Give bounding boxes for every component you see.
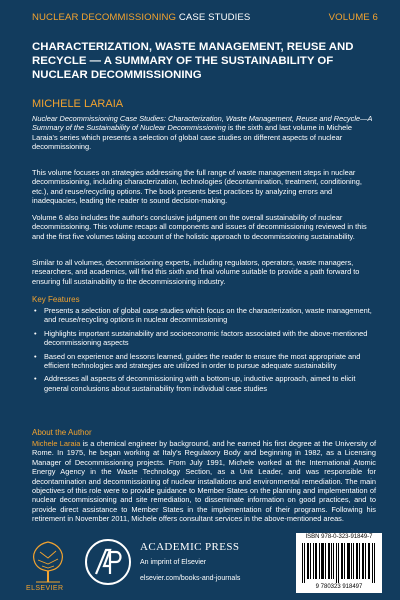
description-paragraph-3: Volume 6 also includes the author's conclusive judgment on the overall sustainability of nuclear decommissioning. This volume recaps all components and issues of decommissioning reviewed in this and the first five volumes taking account of the holistic approach to decommissioning sustainability. xyxy=(32,213,367,241)
isbn-barcode-box xyxy=(296,533,382,593)
about-author-bio: is a chemical engineer by background, and he earned his first degree at the University of Rome. In 1975, he began working at Italy's Regulatory Body and beginning in 1982, as a Licensing Manager of Decommissioning projects. From July 1991, Michele worked at the International Atomic Energy Agency in the Waste Technology Section, as a Unit Leader, and was responsible for decontamination and decommissioning of nuclear installations and environmental remediation. The main objectives of this role were to provide guidance to Member States on the planning and implementation of nuclear decommissioning and site remediation, to disseminate information on good practices, and to provide direct assistance to Member States in the implementation of their programs. Following his retirement in November 2011, Michele offers consultant services in the above-mentioned areas. xyxy=(32,439,376,524)
description-book-title: Nuclear Decommissioning Case Studies: Characterization, Waste Management, Reuse and Recycle—A Summary of the Sustainability of Nuclear Decommissioning xyxy=(32,114,373,133)
key-features-list xyxy=(32,306,376,397)
elsevier-wordmark: ELSEVIER xyxy=(26,585,64,592)
volume-label: VOLUME 6 xyxy=(328,12,378,23)
key-features-heading: Key Features xyxy=(32,295,80,304)
academic-press-logo xyxy=(84,538,132,586)
book-title: CHARACTERIZATION, WASTE MANAGEMENT, REUSE AND RECYCLE — A SUMMARY OF THE SUSTAINABILITY OF NUCLEAR DECOMMISSIONING xyxy=(32,41,354,81)
series-header xyxy=(32,12,378,23)
bullet-icon: • xyxy=(34,351,37,361)
key-feature-text: Based on experience and lessons learned, guides the reader to ensure the most appropriate and efficient technologies and strategies are utilized in order to pursue adequate sustainability xyxy=(44,351,361,371)
key-feature-text: Highlights important sustainability and socioeconomic factors associated with the above-mentioned decommissioning aspects xyxy=(44,328,368,348)
list-item xyxy=(32,306,376,325)
key-feature-text: Presents a selection of global case studies which focus on the characterization, waste management, and reuse/recycling options in nuclear decommissioning xyxy=(44,306,372,325)
bullet-icon: • xyxy=(34,374,37,384)
list-item xyxy=(32,374,376,393)
description-paragraph-4: Similar to all volumes, decommissioning experts, including regulators, operators, waste managers, researchers, and academics, will find this sixth and final volume suitable to provide a path forward to ensuring full sustainability to the decommissioning industry. xyxy=(32,258,360,286)
description-p1-rest: is the sixth and last volume in Michele Laraia's series which presents a selection of global case studies on different aspects of nuclear decommissioning. xyxy=(32,123,353,152)
barcode-icon xyxy=(302,543,376,583)
list-item xyxy=(32,352,376,371)
isbn-label: ISBN 978-0-323-91849-7 xyxy=(305,534,373,540)
description-paragraph-1 xyxy=(32,114,376,152)
key-feature-text: Addresses all aspects of decommissioning with a bottom-up, inductive approach, aimed to elicit general conclusions about sustainability from individual case studies xyxy=(44,374,356,393)
publisher-url: elsevier.com/books-and-journals xyxy=(140,575,241,582)
author-name: MICHELE LARAIA xyxy=(32,98,124,110)
series-subtitle: CASE STUDIES xyxy=(178,12,251,23)
list-item xyxy=(32,329,376,348)
about-author-name: Michele Laraia xyxy=(32,439,81,448)
imprint-line: An imprint of Elsevier xyxy=(140,559,207,566)
about-author-text xyxy=(32,439,376,524)
description-paragraph-2: This volume focuses on strategies addressing the full range of waste management steps in nuclear decommissioning, including characterization, technologies (decontamination, treatment, conditioning, etc.), and reuse/recycling options. The book presents best practices by analyzing errors and inadequacies, leading the reader to sound decision-making. xyxy=(32,168,362,206)
elsevier-tree-logo xyxy=(28,538,68,584)
bullet-icon: • xyxy=(34,328,37,338)
series-name: NUCLEAR DECOMMISSIONING xyxy=(32,12,179,23)
bullet-icon: • xyxy=(34,306,37,315)
about-author-heading: About the Author xyxy=(32,428,92,437)
academic-press-name: ACADEMIC PRESS xyxy=(140,541,240,553)
barcode-number: 9 780323 918497 xyxy=(315,584,363,590)
